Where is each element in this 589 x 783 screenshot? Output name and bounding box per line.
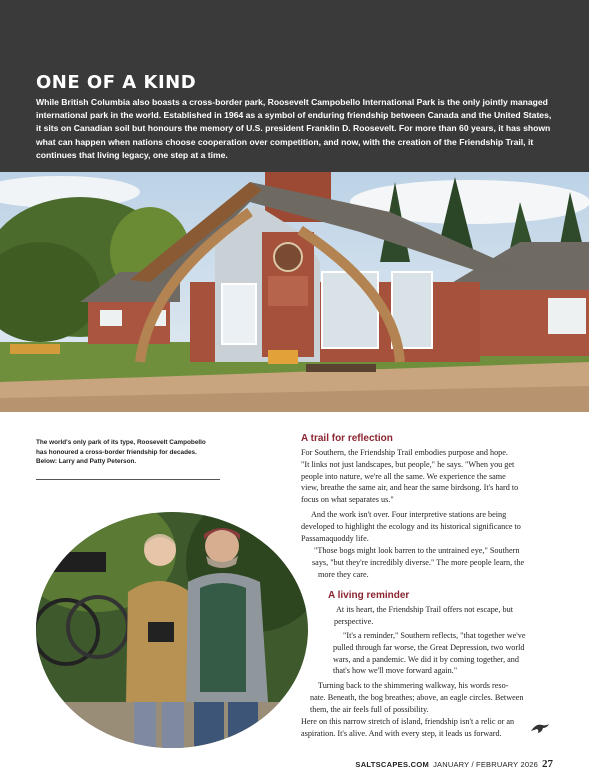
caption-line: has honoured a cross-border friendship for decades. xyxy=(36,448,197,456)
text-line: Here on this narrow stretch of island, friendship isn't a relic or an xyxy=(301,717,515,726)
end-mark-icon xyxy=(530,722,550,734)
paragraph xyxy=(301,716,555,740)
text-line: "It's a reminder," Southern reflects, "that together we've xyxy=(343,631,526,640)
header-band xyxy=(0,0,589,172)
caption-line: The world's only park of its type, Roosevelt Campobello xyxy=(36,439,206,446)
caption-divider xyxy=(36,479,220,480)
text-line: wars, and a pandemic. We did it by coming together, and xyxy=(333,654,519,664)
section-heading: A living reminder xyxy=(328,590,410,601)
paragraph xyxy=(301,447,553,506)
footer-issue: JANUARY / FEBRUARY 2026 xyxy=(433,760,538,769)
visitor-centre-photo xyxy=(0,172,589,412)
paragraph xyxy=(301,509,553,544)
text-line: that's how we'll move forward again." xyxy=(333,666,458,676)
paragraph xyxy=(330,604,554,628)
text-line: view, breathe the same air, and hear the same birdsong. It's hard to xyxy=(301,483,519,493)
intro-paragraph: While British Columbia also boasts a cross-border park, Roosevelt Campobello International Park is the only jointly managed international park in the world. Established in 1964 as a symbol of enduring friendship between Canada and the United States, it sits on Canadian soil but honours the memory of U.S. president Franklin D. Roosevelt. For more than 60 years, it has shown what can happen when nations choose cooperation over competition, and now, with the creation of the Friendship Trail, it continues that living legacy, one step at a time. xyxy=(36,97,552,160)
text-line: And the work isn't over. Four interpretive stations are being xyxy=(311,510,507,519)
page-number: 27 xyxy=(542,758,553,770)
paragraph xyxy=(310,545,554,580)
text-line: says, "but they're incredibly diverse." The more people learn, the xyxy=(312,557,525,567)
photo-caption xyxy=(36,438,224,467)
text-line: focus on what separates us." xyxy=(301,495,394,505)
text-line: "It links not just landscapes, but people," he says. "When you get xyxy=(301,459,515,469)
text-line: them, the air feels full of possibility. xyxy=(310,704,429,714)
text-line: nate. Beneath, the bog breathes; above, an eagle circles. Between xyxy=(310,692,524,702)
paragraph xyxy=(310,680,554,715)
section-heading: A trail for reflection xyxy=(301,433,393,444)
text-line: pulled through far worse, the Great Depression, two world xyxy=(333,642,525,652)
couple-photo xyxy=(36,512,308,748)
text-line: Turning back to the shimmering walkway, his words reso- xyxy=(318,681,509,690)
caption-line: Below: Larry and Patty Peterson. xyxy=(36,458,137,465)
text-line: perspective. xyxy=(334,616,374,626)
text-line: Passamaquoddy life. xyxy=(301,533,369,543)
text-line: more they care. xyxy=(318,569,369,579)
section-kicker: ONE OF A KIND xyxy=(36,72,197,93)
page-footer xyxy=(355,758,553,770)
text-line: developed to highlight the ecology and its historical significance to xyxy=(301,521,521,531)
text-line: "Those bogs might look barren to the untrained eye," Southern xyxy=(314,546,520,555)
footer-site: SALTSCAPES.COM xyxy=(355,760,430,769)
paragraph xyxy=(333,630,555,677)
text-line: At its heart, the Friendship Trail offers not escape, but xyxy=(336,605,513,614)
text-line: people into nature, we're all the same. We experience the same xyxy=(301,471,506,481)
text-line: aspiration. It's alive. And with every step, it leads us forward. xyxy=(301,728,502,738)
text-line: For Southern, the Friendship Trail embodies purpose and hope. xyxy=(301,448,508,457)
